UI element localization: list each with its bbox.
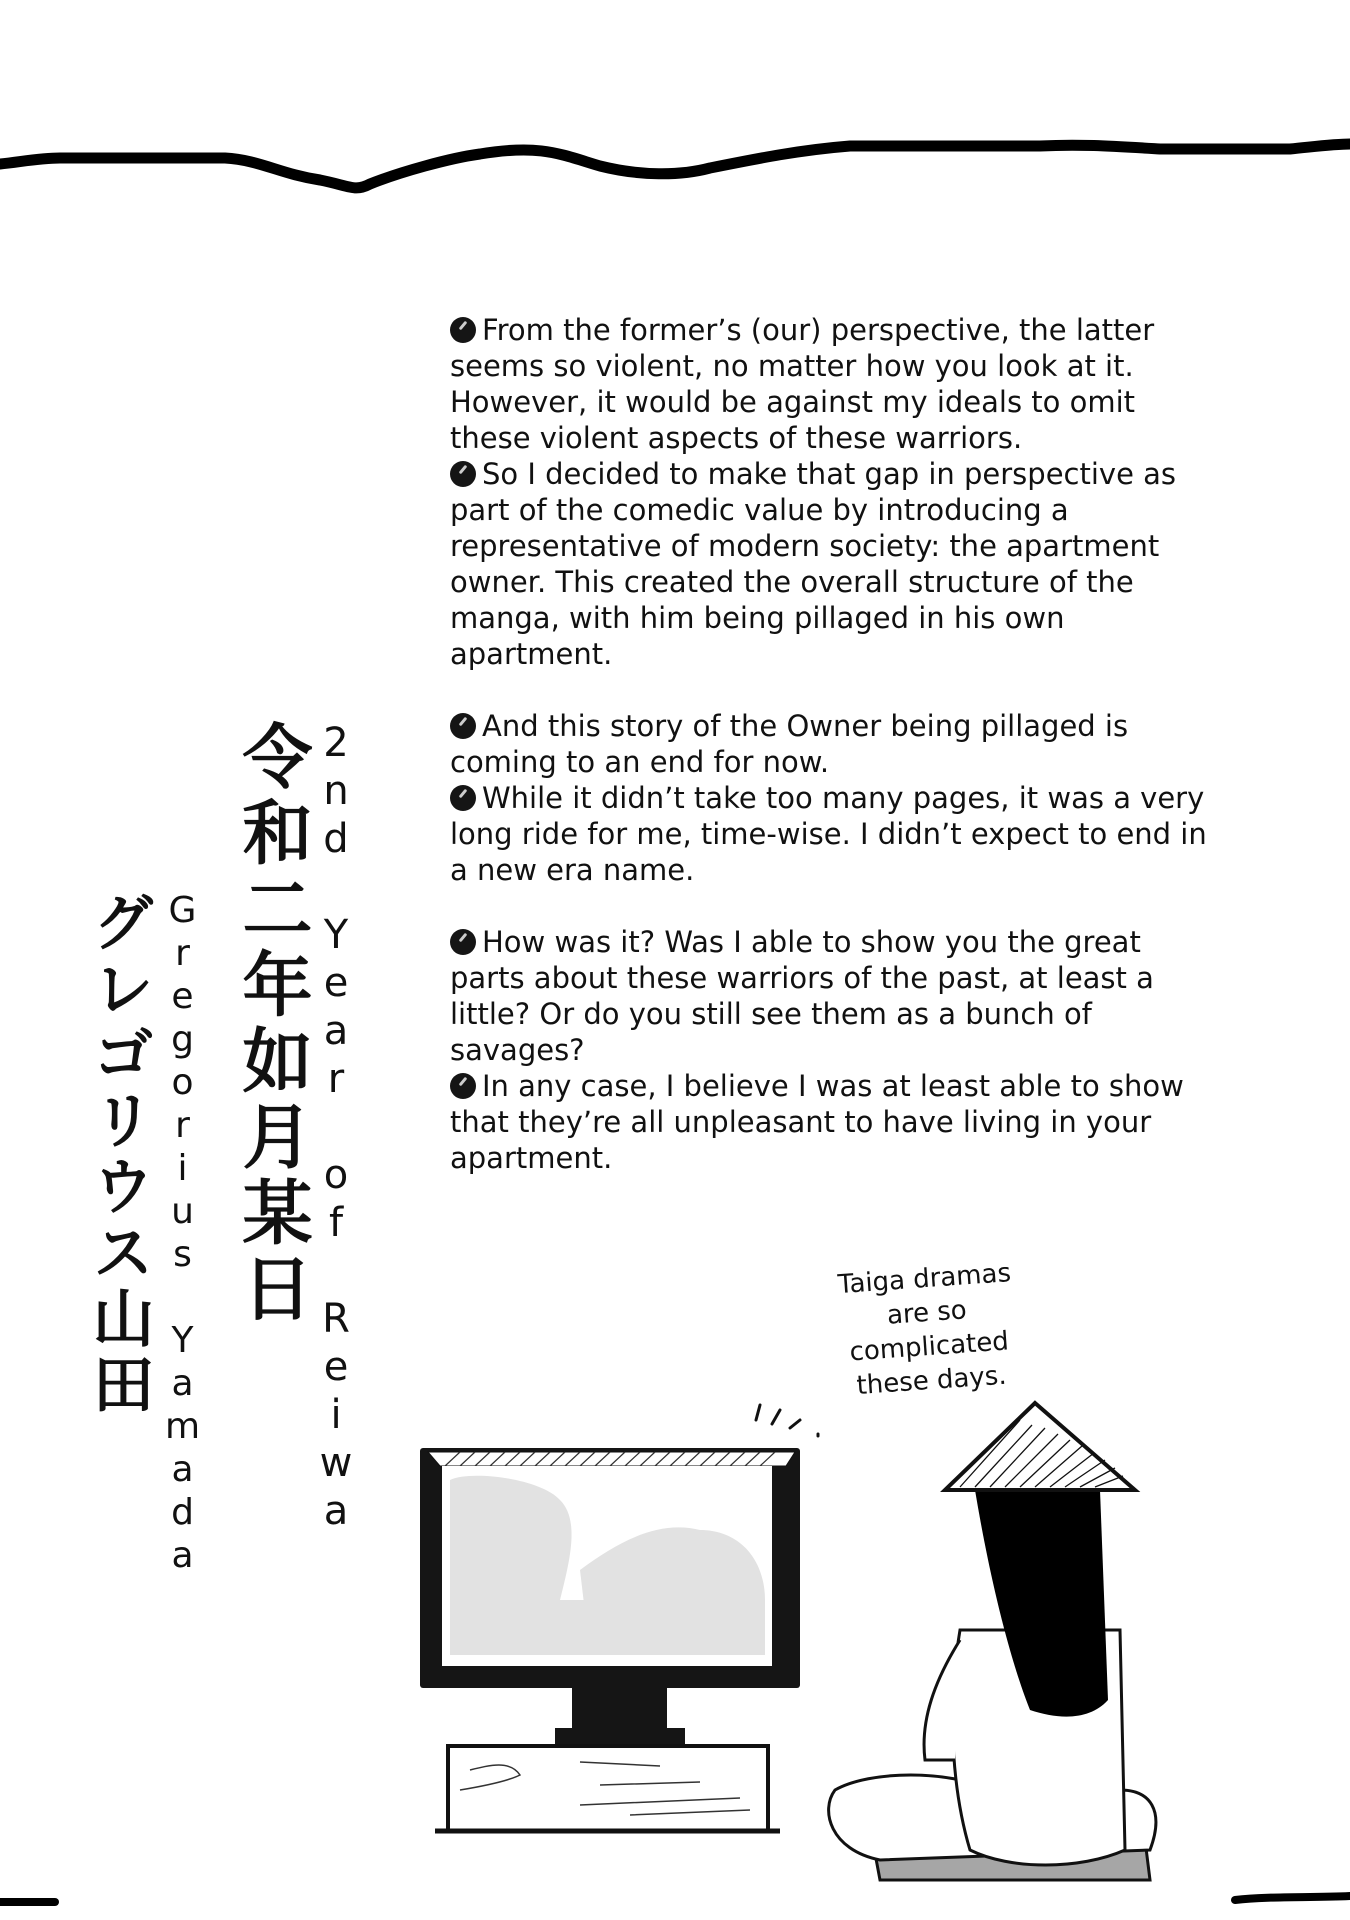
emphasis-marks-icon [756,1405,818,1436]
author-japanese: グレゴリウス山田 [82,890,155,1418]
wavy-border-top [0,120,1350,220]
tv-icon [420,1448,800,1746]
afterword-paragraph [450,924,1210,1176]
author-english: Gregorius Yamada [162,890,203,1578]
bullet-icon [450,317,476,343]
afterword-text [450,312,1210,1212]
afterword-item: In any case, I believe I was at least able to show that they’re all unpleasant to have living in your apartment. [450,1069,1184,1175]
bullet-icon [450,461,476,487]
afterword-item: While it didn’t take too many pages, it was a very long ride for me, time-wise. I didn’t expect to end in a new era name. [450,781,1207,887]
afterword-item: And this story of the Owner being pillaged is coming to an end for now. [450,709,1129,779]
afterword-item: So I decided to make that gap in perspective as part of the comedic value by introducing a representative of modern society: the apartment owner. This created the overall structure of the manga, with him being pillaged in his own apartment. [450,457,1177,671]
bullet-icon [450,713,476,739]
afterword-paragraph [450,312,1210,672]
afterword-item: How was it? Was I able to show you the great parts about these warriors of the past, at least a little? Or do you still see them as a bunch of savages? [450,925,1154,1067]
afterword-item: From the former’s (our) perspective, the latter seems so violent, no matter how you look at it. However, it would be against my ideals to omit these violent aspects of these warriors. [450,313,1155,455]
date-japanese: 令和二年如月某日 [231,720,313,1328]
wavy-border-bottom-right [1230,1890,1350,1908]
afterword-paragraph [450,708,1210,888]
speech-bubble-text: Taiga dramas are so complicated these days. [836,1258,1012,1402]
wavy-border-bottom-left [0,1895,60,1909]
bullet-icon [450,1073,476,1099]
illustration [400,1380,1240,1920]
date-english: 2nd Year of Reiwa [313,720,359,1536]
character-figure [829,1403,1156,1880]
bullet-icon [450,929,476,955]
bullet-icon [450,785,476,811]
tv-stand [435,1746,780,1831]
